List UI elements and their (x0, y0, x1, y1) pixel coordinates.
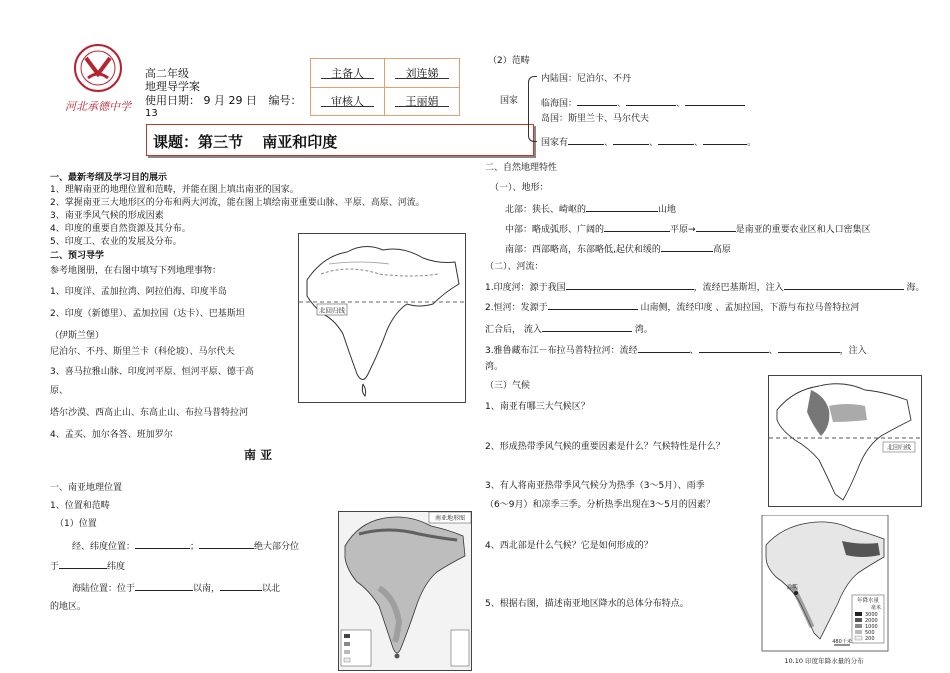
climate-q1: 1、南亚有哪三大气候区？ (485, 402, 590, 412)
lonlat-blank-3[interactable] (59, 558, 107, 569)
precip-legend-500: 500 (865, 630, 875, 636)
terrain-map-title: 南亚地形图 (434, 515, 466, 522)
terrain-north: 北部：狭长、崎岖的 山地 (505, 201, 676, 216)
river1-blank-2[interactable] (784, 279, 904, 290)
country-label: 国家 (500, 96, 519, 106)
number-label: 编号： (268, 94, 302, 107)
river2-blank-2[interactable] (542, 321, 632, 332)
topic-box (146, 124, 534, 156)
main-prep-label: 主备人 (311, 65, 384, 81)
north-blank[interactable] (586, 201, 658, 212)
coastal-countries-row: 临海国： 、 、 (541, 95, 745, 110)
preview-item-3: 3、喜马拉雅山脉、印度河平原、恒河平原、德干高 (50, 367, 254, 377)
precip-legend-3000: 3000 (865, 612, 878, 618)
coastal-blank-3[interactable] (685, 95, 745, 106)
goal-3: 3、南亚季风气候的形成因素 (50, 211, 164, 221)
precip-legend-unit: 毫米 (870, 605, 882, 611)
reviewer-label: 审核人 (311, 93, 384, 109)
river-2b: 汇合后， 流入 湾。 (485, 321, 653, 336)
coastal-blank-2[interactable] (626, 95, 676, 106)
goal-4: 4、印度的重要自然资源及其分布。 (50, 224, 191, 234)
section-location-title: 一、南亚地理位置 (50, 483, 123, 493)
section-preview-title: 二、预习导学 (50, 251, 105, 261)
goal-2: 2、掌握南亚三大地形区的分布和两大河流，能在图上填绘南亚重要山脉、平原、高原、河流。 (50, 198, 425, 208)
reviewer-name: 王丽娟 (385, 93, 459, 109)
lonlat-blank-2[interactable] (199, 538, 254, 549)
preview-item-3c: 塔尔沙漠、西高止山、东高止山、布拉马普特拉河 (50, 408, 249, 418)
tropic-label-map1: 北回归线 (319, 306, 345, 315)
center-title-south-asia: 南 亚 (244, 448, 273, 462)
south-asia-terrain-map (338, 511, 472, 671)
more-blank-1[interactable] (568, 134, 604, 145)
south-asia-climate-map (768, 375, 922, 507)
preview-item-2: 2、印度（新德里）、孟加拉国（达卡）、巴基斯坦 (50, 309, 245, 319)
location-subtitle: 1、位置和范畴 (50, 501, 110, 511)
preparer-table (310, 58, 460, 116)
section-natural-title: 二、自然地理特性 (485, 163, 558, 173)
doc-type-label: 地理导学案 (145, 80, 200, 93)
sea-blank-2[interactable] (220, 580, 262, 591)
river2-blank-1[interactable] (548, 299, 638, 310)
svg-text:河北承德中学: 河北承德中学 (65, 100, 131, 113)
mumbai-label: 孟买 (786, 584, 799, 591)
river-title: （二）、河流： (485, 262, 544, 272)
precip-scale: 480千米 (832, 639, 852, 645)
use-date-value: 9 月 29 日 (203, 94, 257, 107)
goal-5: 5、印度工、农业的发展及分布。 (50, 237, 182, 247)
river1-blank-1[interactable] (566, 279, 694, 290)
precip-legend-2000: 2000 (865, 618, 878, 624)
india-precipitation-map (742, 515, 890, 667)
precip-legend-title: 年降水量 (856, 598, 880, 604)
preview-item-2b: （伊斯兰堡） (50, 331, 105, 341)
more-countries-row: 国家有 、 、 、 。 (541, 134, 756, 149)
terrain-middle: 中部：略成弧形、广阔的 平原→ 是南亚的重要农业区和人口密集区 (505, 221, 871, 236)
south-asia-outline-map (298, 233, 466, 403)
south-blank[interactable] (661, 241, 713, 252)
precip-caption: 10.10 印度年降水量的分布 (784, 657, 864, 665)
river-2: 2.恒河：发源于 山南侧，流经印度 、孟加拉国，下游与布拉马普特拉河 (485, 299, 859, 314)
river-1: 1.印度河：源于我国 ，流经巴基斯坦，注入 海。 (485, 279, 925, 294)
lonlat-row: 经、纬度位置： ； 绝大部分位 (72, 538, 299, 553)
use-date-row (145, 94, 302, 107)
school-logo (58, 40, 138, 116)
climate-q5: 5、根据右图，描述南亚地区降水的总体分布特点。 (485, 599, 689, 609)
more-blank-4[interactable] (703, 134, 747, 145)
tropic-label-map3: 北回归线 (886, 444, 912, 452)
climate-q3: 3、有人将南亚热带季风气候分为热季（3～5月）、雨季 (485, 481, 705, 491)
number-value: 13 (145, 108, 158, 119)
preview-item-4: 4、孟买、加尔各答、班加罗尔 (50, 430, 173, 440)
precip-legend-1000: 1000 (865, 624, 878, 630)
climate-q3b: （6～9月）和凉季三季。分析热季出现在3～5月的因素？ (485, 500, 715, 510)
river3-blank-1[interactable] (638, 342, 690, 353)
preview-item-2c: 尼泊尔、不丹、斯里兰卡（科伦坡）、马尔代夫 (50, 347, 235, 357)
climate-q4: 4、西北部是什么气候？它是如何形成的？ (485, 541, 653, 551)
section-goals-title: 一、最新考纲及学习目的展示 (50, 173, 168, 183)
sea-blank-1[interactable] (135, 580, 193, 591)
preview-item-3b: 原、 (50, 386, 69, 396)
terrain-title: （一）、地形： (490, 183, 549, 193)
precip-legend-200: 200 (865, 636, 875, 642)
topic-title: 南亚和印度 (262, 133, 338, 151)
sea-row-2: 的地区。 (50, 602, 87, 612)
inland-countries: 内陆国：尼泊尔、不丹 (541, 74, 632, 84)
school-seal-icon (58, 40, 138, 116)
scope-title: （2）范畴 (488, 56, 530, 66)
middle-blank-2[interactable] (696, 221, 736, 232)
main-prep-name: 刘连娣 (385, 65, 459, 81)
terrain-south: 南部：西部略高，东部略低,起伏和缓的 高原 (505, 241, 731, 256)
river-3b: 湾。 (485, 362, 504, 372)
preview-intro: 参考地图册，在右图中填写下列地理事物： (50, 266, 222, 276)
use-date-label: 使用日期： (145, 94, 200, 107)
climate-q2: 2、形成热带季风气候的重要因素是什么？气候特性是什么？ (485, 442, 725, 452)
more-blank-3[interactable] (658, 134, 694, 145)
middle-blank-1[interactable] (604, 221, 670, 232)
lonlat-blank-1[interactable] (135, 538, 190, 549)
coastal-blank-1[interactable] (577, 95, 617, 106)
river3-blank-3[interactable] (778, 342, 840, 353)
more-blank-2[interactable] (613, 134, 649, 145)
climate-title: （三）气候 (485, 381, 531, 391)
grade-label: 高二年级 (145, 67, 189, 80)
lonlat-row-2: 于 纬度 (50, 558, 125, 573)
goal-1: 1、理解南亚的地理位置和范畴，并能在图上填出南亚的国家。 (50, 185, 299, 195)
location-sub1: （1）位置 (55, 519, 97, 529)
river-3: 3.雅鲁藏布江－布拉马普特拉河：流经 、 、 ，注入 (485, 342, 867, 357)
topic-label: 课题：第三节 (153, 133, 244, 151)
sea-row: 海陆位置：位于 以南， 以北 (72, 580, 280, 595)
river3-blank-2[interactable] (699, 342, 769, 353)
country-bracket (528, 76, 537, 142)
island-countries: 岛国：斯里兰卡、马尔代夫 (541, 114, 650, 124)
preview-item-1: 1、印度洋、孟加拉湾、阿拉伯海、印度半岛 (50, 287, 227, 297)
